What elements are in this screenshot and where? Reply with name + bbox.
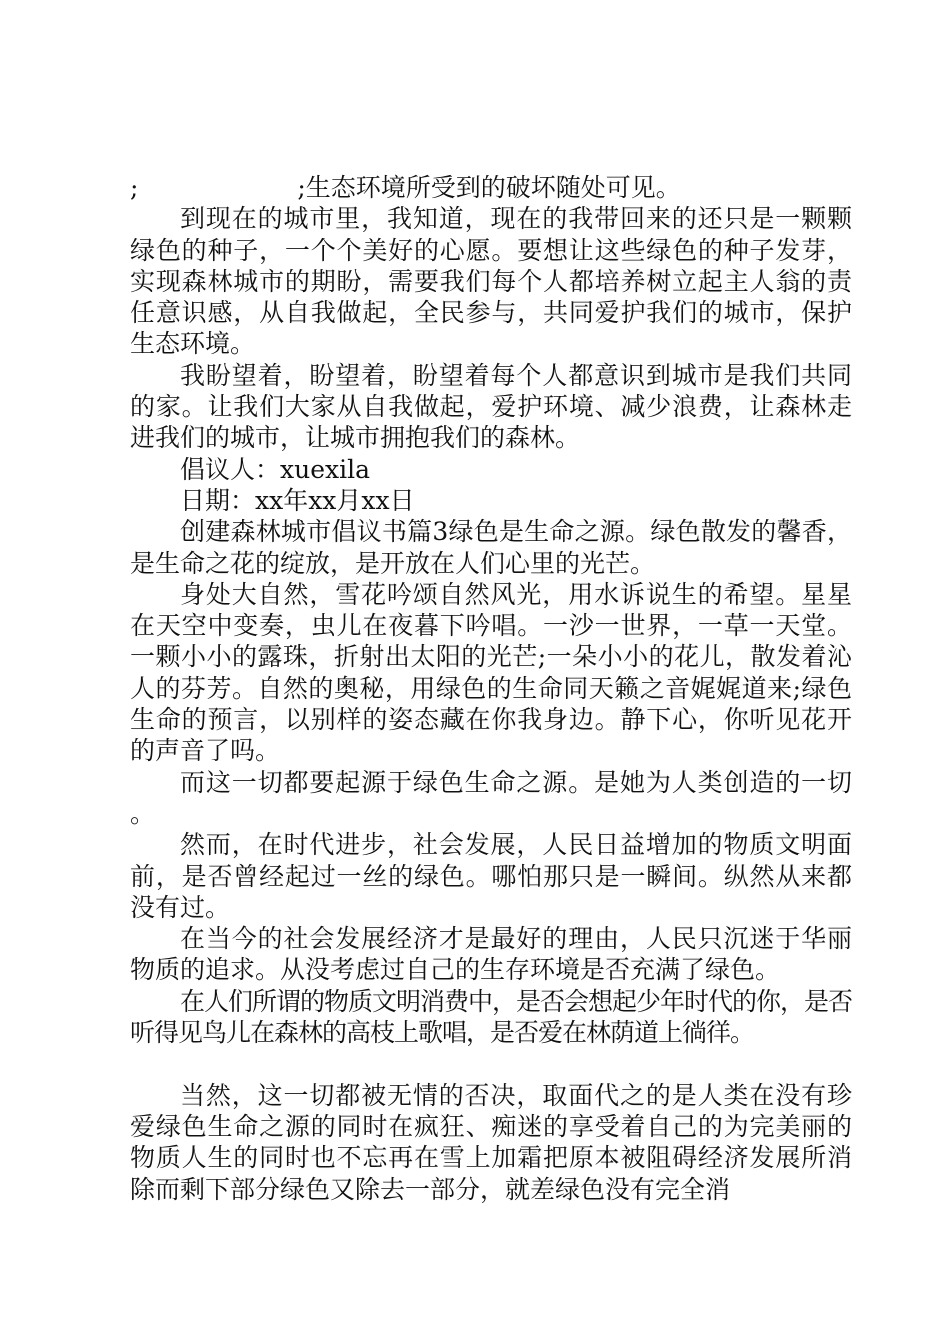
paragraph-nature: 身处大自然，雪花吟颂自然风光，用水诉说生的希望。星星在天空中变奏，虫儿在夜暮下吟唱。一沙一世界，一草一天堂。一颗小小的露珠，折射出太阳的光芒;一朵小小的花儿，散发着沁人的芬芳。自然的奥秘，用绿色的生命同天籁之音娓娓道来;绿色生命的预言，以别样的姿态藏在你我身边。静下心，你听见花开的声音了吗。 xyxy=(130,579,852,766)
first-line: ; ;生态环境所受到的破坏随处可见。 xyxy=(130,173,681,202)
blank-line xyxy=(130,1048,852,1079)
paragraph-consumption: 在人们所谓的物质文明消费中，是否会想起少年时代的你，是否听得见鸟儿在森林的高枝上歌唱，是否爱在林荫道上徜徉。 xyxy=(130,986,853,1048)
paragraph-hope: 我盼望着，盼望着，盼望着每个人都意识到城市是我们共同的家。让我们大家从自我做起，爱护环境、减少浪费，让森林走进我们的城市，让城市拥抱我们的森林。 xyxy=(130,360,852,453)
paragraph-economy: 在当今的社会发展经济才是最好的理由，人民只沉迷于华丽物质的追求。从没考虑过自己的生存环境是否充满了绿色。 xyxy=(130,924,852,985)
initiator-line: 倡议人：xuexila xyxy=(180,454,370,484)
date-line: 日期：xx年xx月xx日 xyxy=(180,485,415,515)
paragraph-however: 然而，在时代进步，社会发展，人民日益增加的物质文明面前，是否曾经起过一丝的绿色。哪怕那只是一瞬间。纵然从来都没有过。 xyxy=(130,830,852,922)
paragraph-denial: 当然，这一切都被无情的否决，取面代之的是人类在没有珍爱绿色生命之源的同时在疯狂、痴迷的享受着自己的为完美丽的物质人生的同时也不忘再在雪上加霜把原本被阻碍经济发展所消除而剩下部分绿色又除去一部分，就差绿色没有完全消 xyxy=(130,1080,852,1204)
document-body xyxy=(130,172,852,1205)
paragraph-origin: 而这一切都要起源于绿色生命之源。是她为人类创造的一切。 xyxy=(130,767,852,828)
paragraph-city-seed: 到现在的城市里，我知道，现在的我带回来的还只是一颗颗绿色的种子，一个个美好的心愿。要想让这些绿色的种子发芽，实现森林城市的期盼，需要我们每个人都培养树立起主人翁的责任意识感，从自我做起，全民参与，共同爱护我们的城市，保护生态环境。 xyxy=(130,204,852,359)
paragraph-article-3-intro: 创建森林城市倡议书篇3绿色是生命之源。绿色散发的馨香，是生命之花的绽放，是开放在人们心里的光芒。 xyxy=(130,517,852,578)
